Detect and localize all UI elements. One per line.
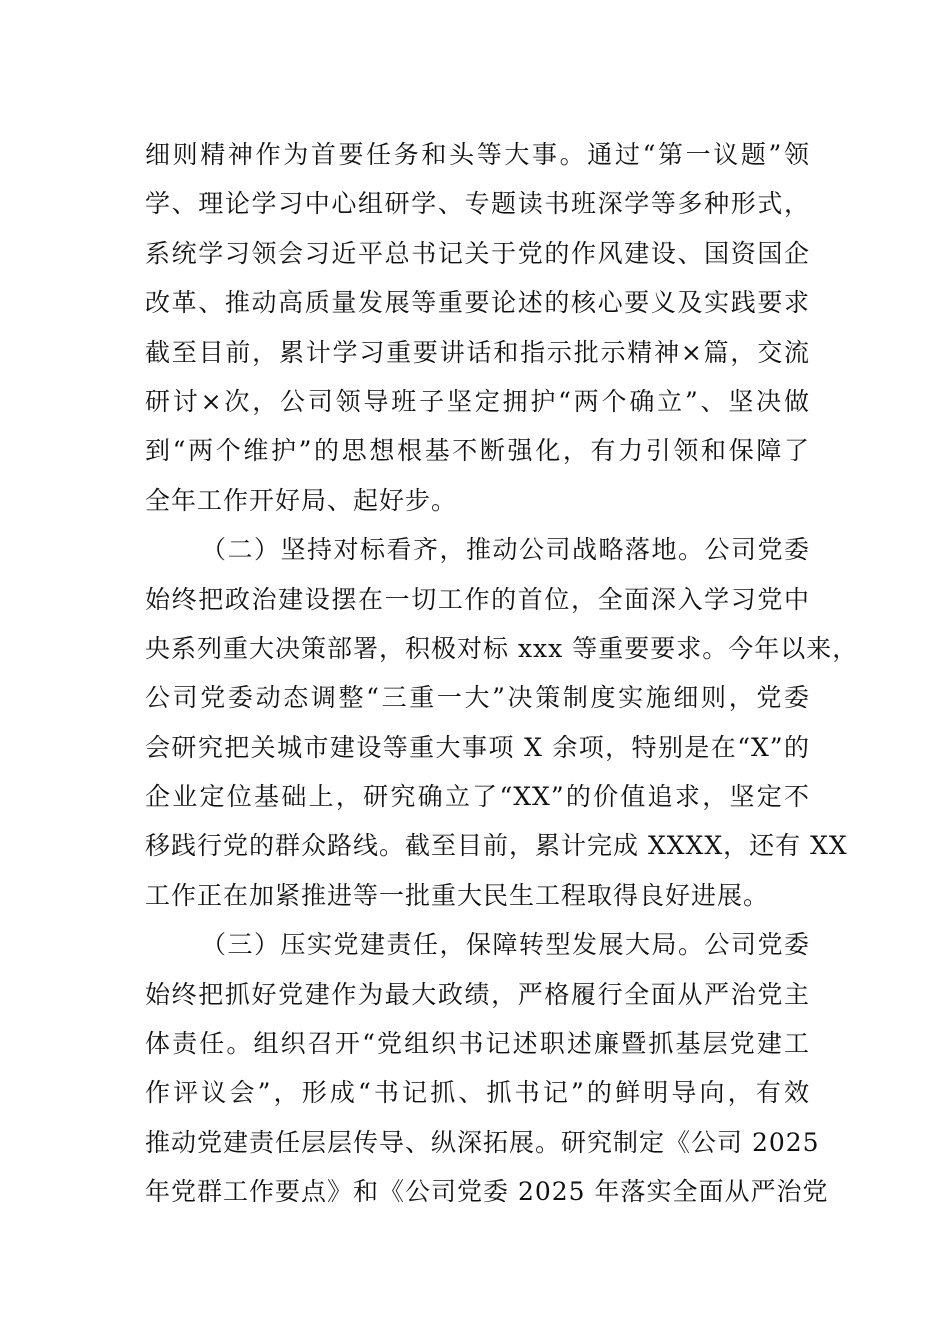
body-text xyxy=(145,130,859,1217)
text-line: 央系列重大决策部署，积极对标 xxx 等重要要求。今年以来， xyxy=(145,633,859,663)
text-line: 年党群工作要点》和《公司党委 2025 年落实全面从严治党 xyxy=(145,1177,829,1207)
text-line: 到“两个维护”的思想根基不断强化，有力引领和保障了 xyxy=(145,436,810,466)
text-line: 体责任。组织召开“党组织书记述职述廉暨抓基层党建工 xyxy=(145,1029,810,1059)
text-line: 推动党建责任层层传导、纵深拓展。研究制定《公司 2025 xyxy=(145,1127,820,1157)
text-line: 移践行党的群众路线。截至目前，累计完成 XXXX，还有 XX xyxy=(145,831,848,861)
text-line: 学、理论学习中心组研学、专题读书班深学等多种形式， xyxy=(145,189,810,219)
text-line: 改革、推动高质量发展等重要论述的核心要义及实践要求 xyxy=(145,288,810,318)
text-line: 工作正在加紧推进等一批重大民生工程取得良好进展。 xyxy=(145,880,770,910)
text-line: 全年工作开好局、起好步。 xyxy=(145,485,458,515)
text-line: 始终把政治建设摆在一切工作的首位，全面深入学习党中 xyxy=(145,584,810,614)
section-heading-line: （三）压实党建责任，保障转型发展大局。公司党委 xyxy=(201,930,810,960)
text-line: 作评议会”，形成“书记抓、抓书记”的鲜明导向，有效 xyxy=(145,1078,810,1108)
section-heading-line: （二）坚持对标看齐，推动公司战略落地。公司党委 xyxy=(201,535,810,565)
text-line: 研讨×次，公司领导班子坚定拥护“两个确立”、坚决做 xyxy=(145,386,810,416)
text-line: 系统学习领会习近平总书记关于党的作风建设、国资国企 xyxy=(145,238,810,268)
text-line: 会研究把关城市建设等重大事项 X 余项，特别是在“X”的 xyxy=(145,732,810,762)
text-line: 始终把抓好党建作为最大政绩，严格履行全面从严治党主 xyxy=(145,979,810,1009)
text-line: 截至目前，累计学习重要讲话和指示批示精神×篇，交流 xyxy=(145,337,810,367)
text-line: 细则精神作为首要任务和头等大事。通过“第一议题”领 xyxy=(145,140,810,169)
text-line: 公司党委动态调整“三重一大”决策制度实施细则，党委 xyxy=(145,683,810,713)
text-line: 企业定位基础上，研究确立了“XX”的价值追求，坚定不 xyxy=(145,782,810,812)
